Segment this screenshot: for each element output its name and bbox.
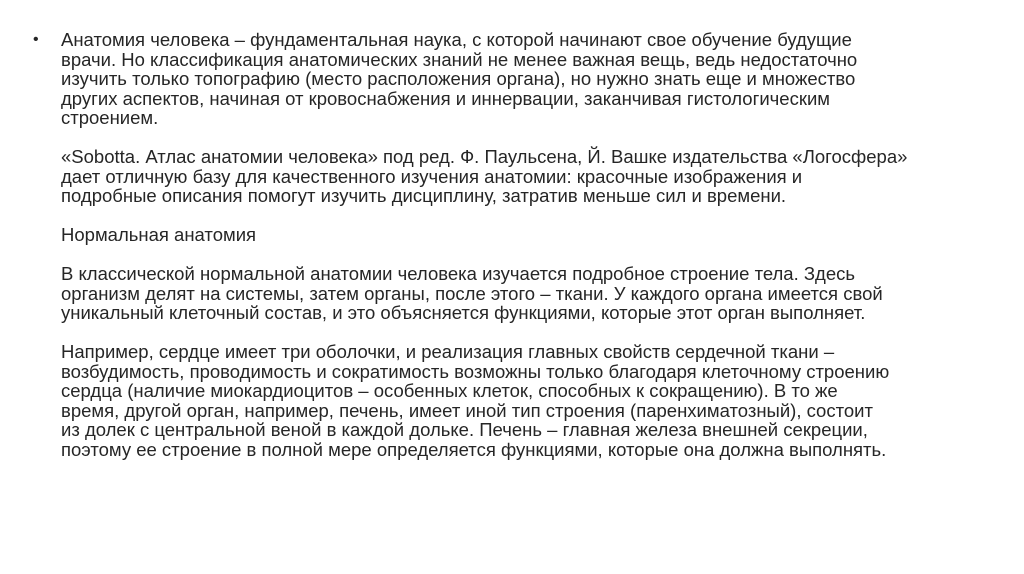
paragraph-example: Например, сердце имеет три оболочки, и реализация главных свойств сердечной ткани – возбудимость, проводимость и сократимость возможны только благодаря клеточному строению сердца (наличие миокардиоцитов – особенных клеток, способных к сокращению). В то же время, другой орган, например, печень, имеет иной тип строения (паренхиматозный), состоит из долек с центральной веной в каждой дольке. Печень – главная железа внешней секреции, поэтому ее строение в полной мере определяется функциями, которые она должна выполнять.: [61, 341, 890, 460]
paragraph-gap: [61, 206, 963, 226]
paragraph-intro: Анатомия человека – фундаментальная наука, с которой начинают свое обучение будущие врачи. Но классификация анатомических знаний не менее важная вещь, ведь недостаточно изучить только топографию (место расположения органа), но нужно знать еще и множество других аспектов, начиная от кровоснабжения и иннервации, заканчивая гистологическим строением.: [61, 29, 858, 128]
section-heading: Нормальная анатомия: [61, 224, 257, 245]
paragraph-gap: [61, 128, 963, 148]
paragraph-atlas: «Sobotta. Атлас анатомии человека» под ред. Ф. Паульсена, Й. Вашке издательства «Логосфера» дает отличную базу для качественного изучения анатомии: красочные изображения и подробные описания помогут изучить дисциплину, затратив меньше сил и времени.: [61, 146, 908, 206]
bullet-item: [33, 30, 963, 459]
paragraph-gap: [61, 323, 963, 343]
paragraph-gap: [61, 245, 963, 265]
bullet-point-icon: •: [33, 31, 39, 48]
paragraph-normal-anatomy: В классической нормальной анатомии человека изучается подробное строение тела. Здесь организм делят на системы, затем органы, после этого – ткани. У каждого органа имеется свой уникальный клеточный состав, и это объясняется функциями, которые этот орган выполняет.: [61, 263, 883, 323]
bullet-content: [61, 30, 963, 459]
